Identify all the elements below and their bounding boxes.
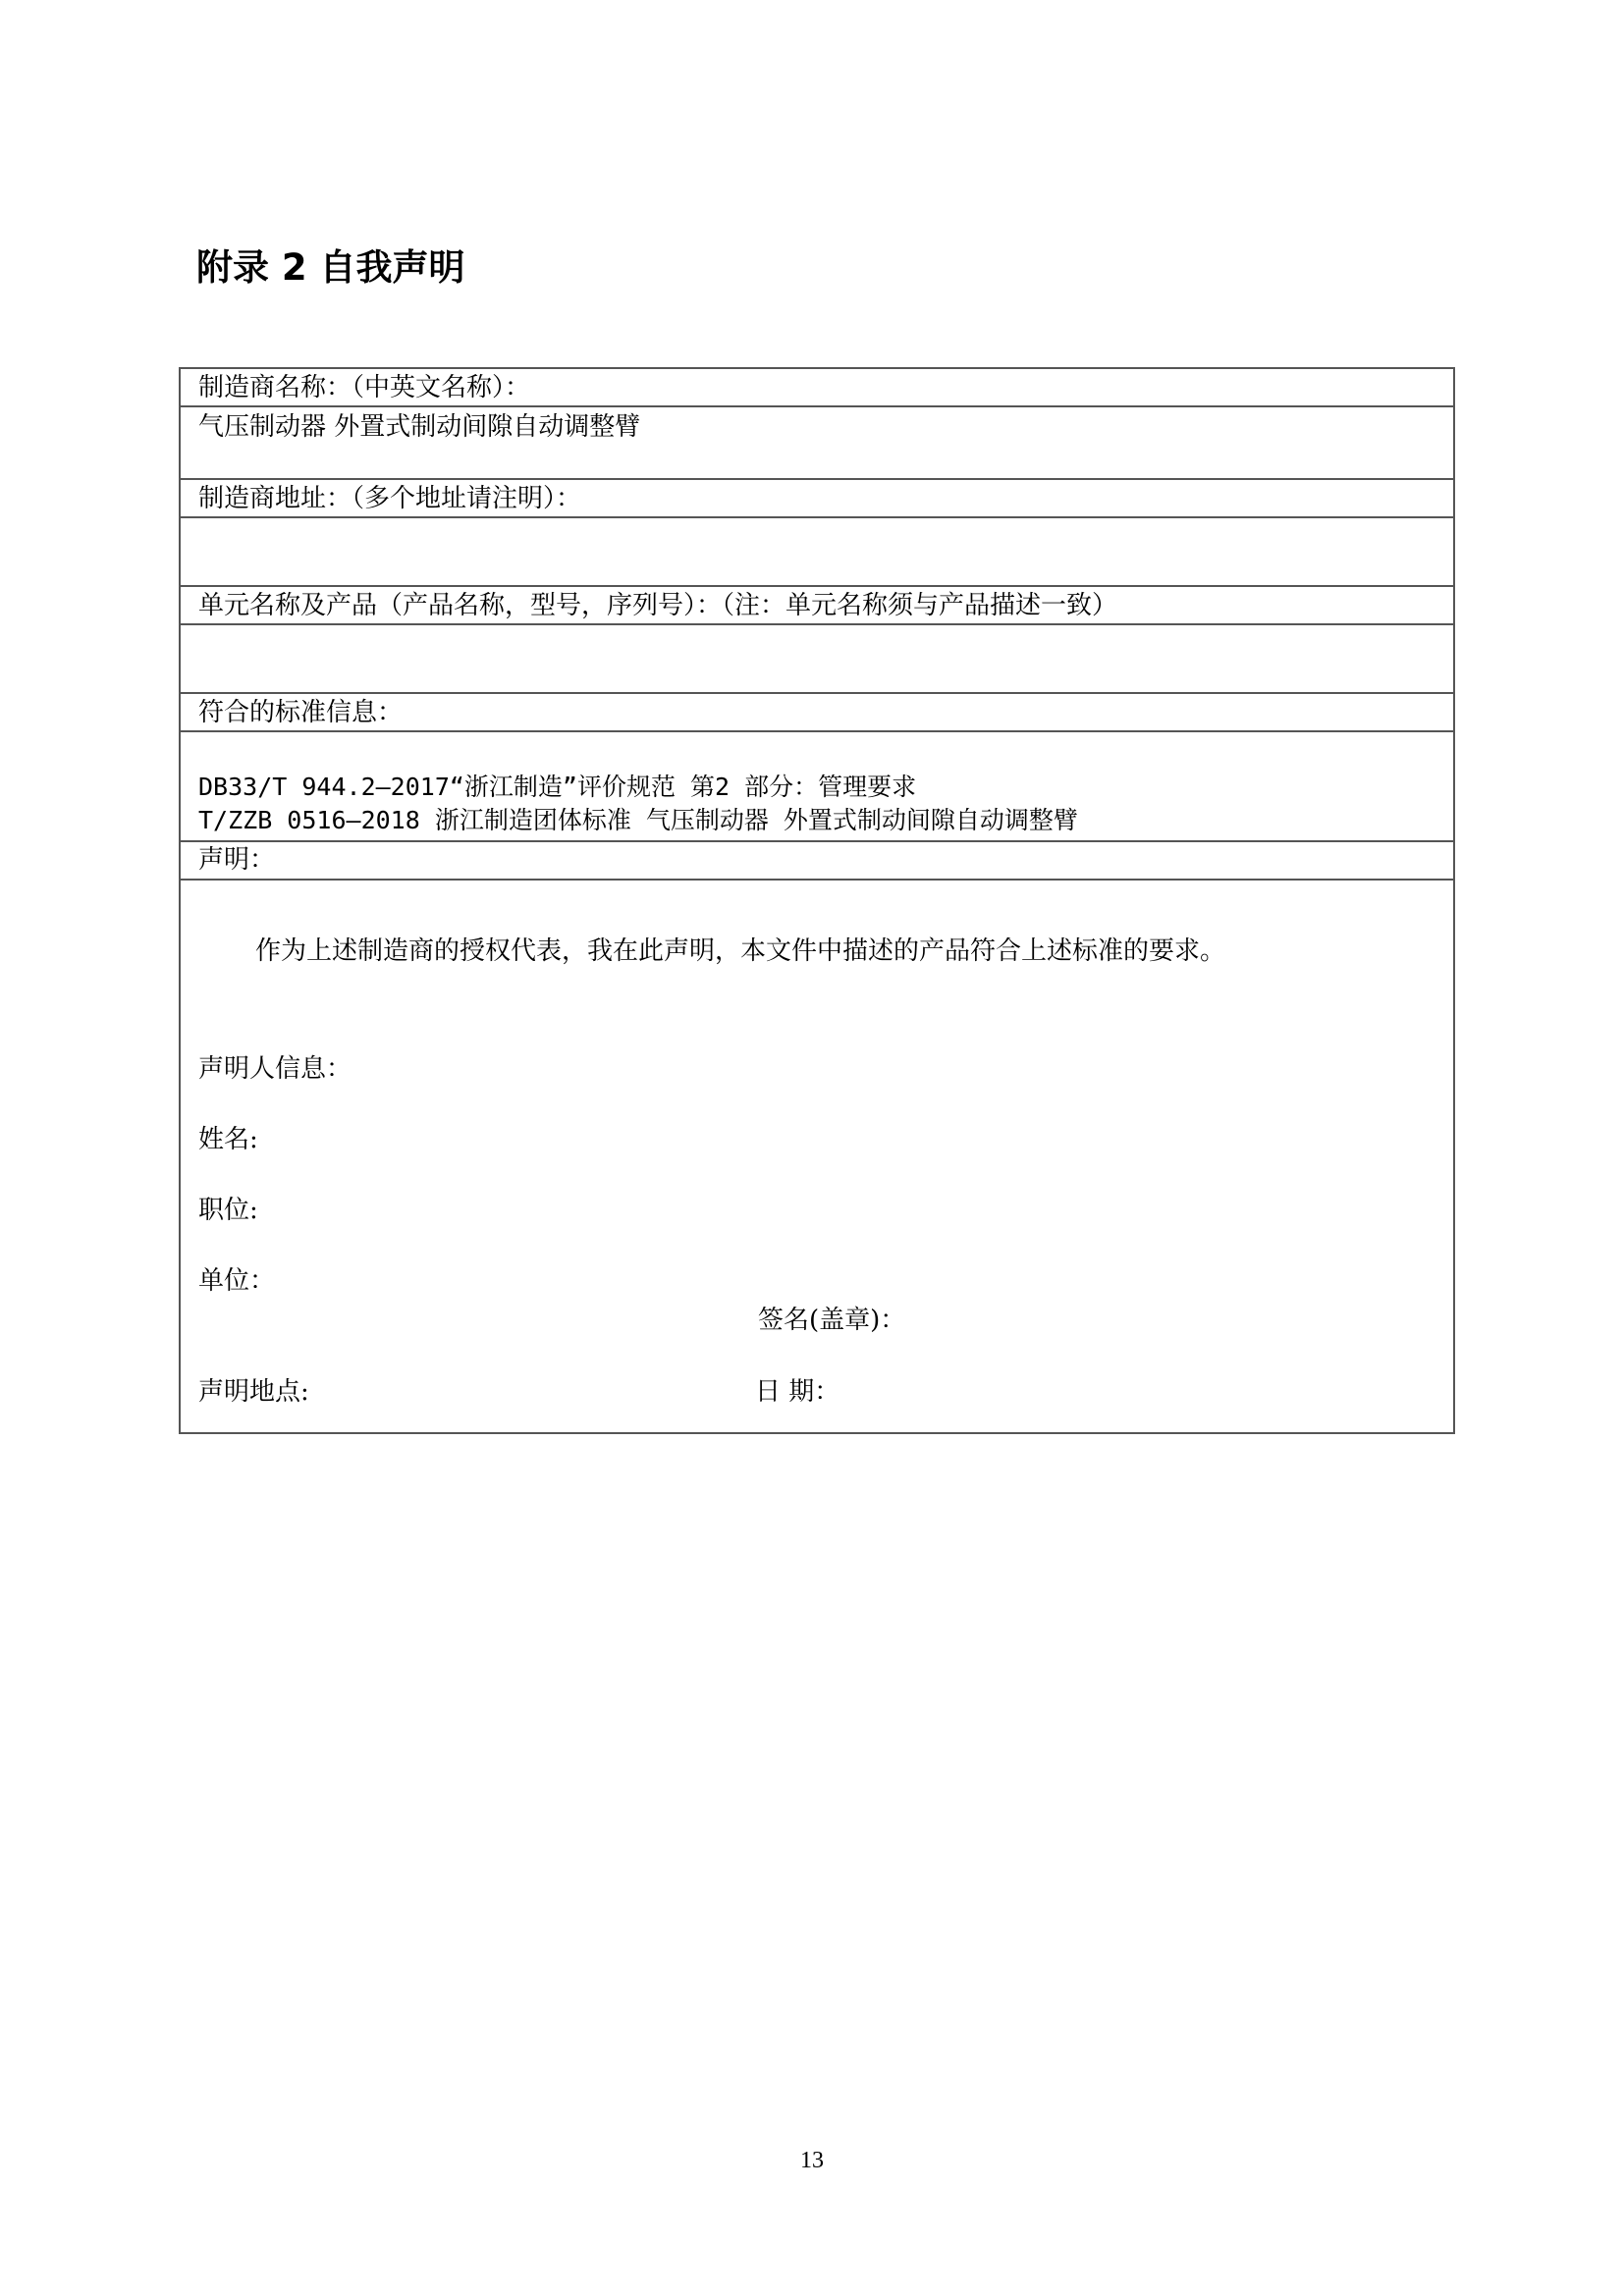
unit-product-label-row [181,587,1453,625]
unit-product-label: 单元名称及产品（产品名称，型号，序列号）：（注：单元名称须与产品描述一致） [198,591,1118,620]
place-label: 声明地点: [198,1377,309,1407]
date-label: 日 期： [755,1377,840,1407]
page-title: 附录 2 自我声明 [196,246,465,289]
manufacturer-name-value: 气压制动器 外置式制动间隙自动调整臂 [198,412,641,442]
manufacturer-name-label-row [181,369,1453,407]
self-declaration-form [179,367,1455,1434]
unit-label: 单位： [198,1266,276,1296]
unit-product-value-row [181,625,1453,694]
manufacturer-name-value-row [181,407,1453,480]
manufacturer-name-label: 制造商名称：（中英文名称）： [198,373,531,402]
name-label: 姓名: [198,1125,258,1154]
manufacturer-address-label: 制造商地址：（多个地址请注明）： [198,484,582,513]
manufacturer-address-label-row [181,480,1453,518]
declaration-label-row [181,842,1453,881]
declaration-label: 声明： [198,845,276,875]
declaration-body [181,881,1453,1432]
page-number: 13 [800,2148,824,2173]
standards-label: 符合的标准信息： [198,698,404,727]
manufacturer-address-value-row [181,518,1453,587]
position-label: 职位: [198,1196,258,1225]
declarant-info-label: 声明人信息： [198,1054,352,1084]
standards-label-row [181,694,1453,732]
standard-item: T/ZZB 0516—2018 浙江制造团体标准 气压制动器 外置式制动间隙自动调整臂 [198,806,1078,834]
declaration-text: 作为上述制造商的授权代表，我在此声明，本文件中描述的产品符合上述标准的要求。 [255,936,1226,966]
standard-item: DB33/T 944.2—2017“浙江制造”评价规范 第2 部分：管理要求 [198,773,917,801]
standards-list-row [181,732,1453,842]
signature-label: 签名(盖章)： [758,1306,906,1335]
